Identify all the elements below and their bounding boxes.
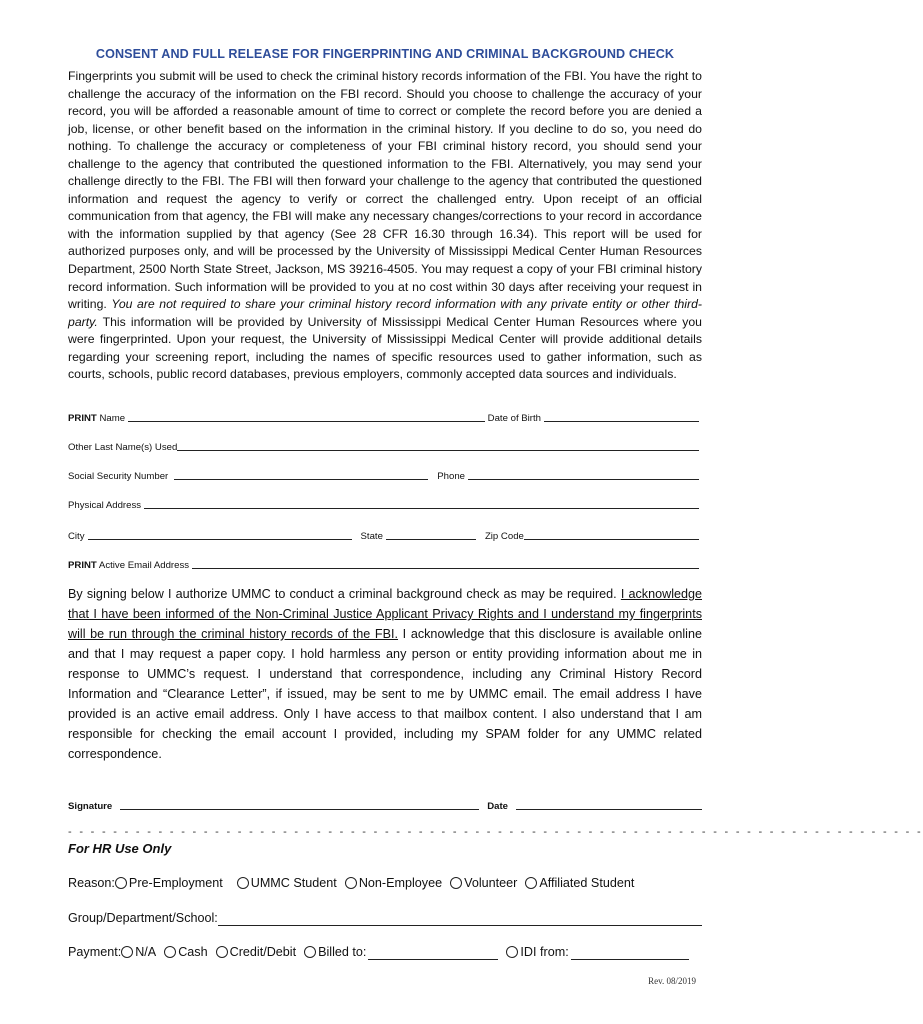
payment-billed-to[interactable]: Billed to:	[304, 945, 498, 960]
zip-field[interactable]	[524, 529, 699, 540]
fbi-notice-paragraph	[68, 68, 702, 384]
city-label: City	[68, 531, 85, 542]
auth-lead: By signing below I authorize UMMC to conduct a criminal background check as may be required.	[68, 587, 621, 601]
payment-cash[interactable]: Cash	[164, 945, 207, 959]
notice-text-a: Fingerprints you submit will be used to check the criminal history records information of the FBI. You have the right to challenge the accuracy of the information on the FBI record. Should you choose to challenge the accuracy of your record, you will be afforded a reasonable amount of time to correct or complete the record before you are denied a job, license, or other benefit based on the information in the criminal history. If you decline to do so, you need do nothing. To challenge the accuracy or completeness of your FBI criminal history record, you should send your challenge to the agency that contributed the questioned information to the FBI. Alternatively, you may send your challenge directly to the FBI. The FBI will then forward your challenge to the agency that contributed the questioned information and request the agency to verify or correct the challenged entry. Upon receipt of an official communication from that agency, the FBI will make any necessary changes/corrections to your record in accordance with the information supplied by that agency (See 28 CFR 16.30 through 16.34). This report will be used for authorized purposes only, and will be processed by the University of Mississippi Medical Center Human Resources Department, 2500 North State Street, Jackson, MS 39216-4505. You may request a copy of your FBI criminal history record information. Such information will be provided to you at no cost within 30 days after receiving your request in writing.	[68, 69, 702, 312]
signature-field[interactable]	[120, 799, 479, 810]
city-state-zip-row	[68, 528, 702, 542]
address-row	[68, 497, 702, 511]
email-label: PRINT Active Email Address	[68, 560, 190, 571]
city-field[interactable]	[88, 529, 352, 540]
radio-icon[interactable]	[164, 946, 176, 958]
reason-label: Reason:	[68, 876, 115, 890]
group-row	[68, 909, 702, 927]
signature-label: Signature	[68, 801, 113, 812]
dob-label: Date of Birth	[487, 413, 541, 424]
radio-icon[interactable]	[525, 877, 537, 889]
hr-use-only-heading: For HR Use Only	[68, 841, 172, 856]
radio-icon[interactable]	[216, 946, 228, 958]
radio-icon[interactable]	[115, 877, 127, 889]
signature-date-field[interactable]	[516, 799, 702, 810]
payment-idi-from[interactable]: IDI from:	[506, 945, 688, 960]
group-field[interactable]	[218, 911, 702, 926]
signature-date-label: Date	[487, 801, 508, 812]
name-field[interactable]	[128, 411, 485, 422]
address-label: Physical Address	[68, 500, 142, 511]
state-label: State	[360, 531, 383, 542]
cut-line-divider: - - - - - - - - - - - - - - - - - - - - - - - - - - - - - - - - - - - - - - - - - - - - - - - - - - - - - - - - - - - - - - - - - - - - - - - - - - - -	[68, 826, 923, 838]
reason-non-employee[interactable]: Non-Employee	[345, 876, 442, 890]
signature-row	[68, 798, 702, 812]
authorization-paragraph	[68, 584, 702, 764]
other-names-row	[68, 439, 702, 453]
payment-credit-debit[interactable]: Credit/Debit	[216, 945, 297, 959]
billed-to-field[interactable]	[368, 945, 498, 960]
group-label: Group/Department/School:	[68, 911, 218, 925]
radio-icon[interactable]	[121, 946, 133, 958]
reason-row	[68, 874, 702, 892]
email-field[interactable]	[192, 558, 699, 569]
zip-label: Zip Code	[484, 531, 524, 542]
radio-icon[interactable]	[237, 877, 249, 889]
email-row	[68, 557, 702, 571]
dob-field[interactable]	[544, 411, 699, 422]
name-dob-row	[68, 410, 702, 424]
payment-label: Payment:	[68, 945, 122, 959]
payment-na[interactable]: N/A	[121, 945, 156, 959]
radio-icon[interactable]	[506, 946, 518, 958]
revision-label: Rev. 08/2019	[648, 976, 696, 986]
print-name-label: PRINT Name	[68, 413, 126, 424]
notice-text-italic: You are not required to share your criminal history record information with any private entity or other third-party.	[68, 297, 702, 329]
state-field[interactable]	[386, 529, 476, 540]
reason-pre-employment[interactable]: Pre-Employment	[115, 876, 223, 890]
auth-rest: I acknowledge that this disclosure is available online and that I may request a paper copy. I hold harmless any person or entity providing information about me in response to UMMC’s request. I understand that correspondence, including any Criminal History Record Information and “Clearance Letter”, if issued, may be sent to me by UMMC email. The email address I have provided is an active email address. Only I have access to that mailbox content. I also understand that I am responsible for checking the email account I provided, including my SPAM folder for any UMMC related correspondence.	[68, 627, 702, 761]
payment-row	[68, 943, 702, 961]
idi-from-field[interactable]	[571, 945, 689, 960]
other-names-label: Other Last Name(s) Used	[68, 442, 178, 453]
reason-affiliated-student[interactable]: Affiliated Student	[525, 876, 634, 890]
other-names-field[interactable]	[177, 440, 699, 451]
ssn-label: Social Security Number	[68, 471, 169, 482]
radio-icon[interactable]	[450, 877, 462, 889]
radio-icon[interactable]	[304, 946, 316, 958]
reason-ummc-student[interactable]: UMMC Student	[237, 876, 337, 890]
ssn-field[interactable]	[174, 469, 428, 480]
phone-field[interactable]	[468, 469, 699, 480]
ssn-phone-row	[68, 468, 702, 482]
radio-icon[interactable]	[345, 877, 357, 889]
address-field[interactable]	[144, 498, 699, 509]
auth-acknowledgement: I acknowledge that I have been informed of the Non-Criminal Justice Applicant Privacy Rights and I understand my fingerprints will be run through the criminal history records of the FBI.	[68, 587, 703, 641]
notice-text-b: This information will be provided by University of Mississippi Medical Center Human Resources where you were fingerprinted. Upon your request, the University of Mississippi Medical Center will provide additional details regarding your screening report, including the names of specific resources used to gather information, such as courts, schools, public record databases, previous employers, commonly accepted data sources and individuals.	[68, 314, 702, 382]
reason-volunteer[interactable]: Volunteer	[450, 876, 517, 890]
form-title: CONSENT AND FULL RELEASE FOR FINGERPRINTING AND CRIMINAL BACKGROUND CHECK	[95, 47, 675, 61]
phone-label: Phone	[437, 471, 465, 482]
